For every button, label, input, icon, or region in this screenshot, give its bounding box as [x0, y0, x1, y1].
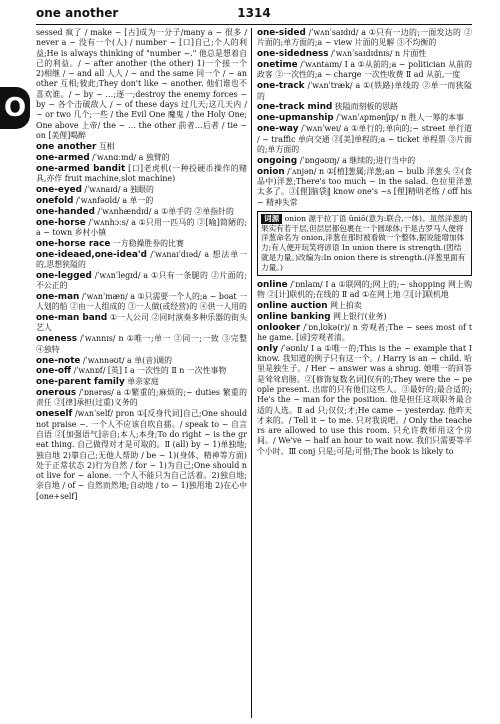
entry-headword: one another — [36, 141, 97, 152]
entry-headword: one-parent family — [36, 377, 125, 388]
dictionary-entry — [257, 323, 472, 344]
dictionary-entry — [257, 156, 472, 166]
entry-definition: /wʌnˈself/ pron ①[反身代词]自己;One should not praise ~. 一个人不应该自吹自擂。/ speak to ~ 自言自语 ②[加强语气]亲自;本人;本身;To do right ~ is the great thing. 自己做得对才是可取的。Ⅱ (all) by ~ 1)单独地;独自地 2)靠自己;无他人帮助 / be ~ 1)(身体、精神等方面)处于正常状态 2)行为自然 / for ~ 1)为自己;One should not live for ~ alone. 一个人不能只为自己活着。2)独自地;亲自地 / of ~ 自然而然地;自动地 / to ~ 1)独用地 2)在心中[one+self] — [36, 409, 247, 501]
entry-definition: /ˈɒnlaɪn/ I a ①联网的;网上的;~ shopping 网上购物 ②[计]联机的;在线的 Ⅱ ad ①在网上地 ②[计]联机地 — [257, 279, 472, 299]
entry-headword: onetime — [257, 60, 298, 71]
column-divider — [251, 28, 252, 718]
entry-definition: 网上银行(业务) — [333, 311, 387, 321]
entry-definition: /ˈwʌnnɪs/ n ①唯一;单一 ②同一;一致 ③完整 ④独特 — [36, 334, 247, 354]
entry-headword: one-armed bandit — [36, 163, 126, 174]
entry-definition: 一方稳操胜券的比赛 — [112, 238, 184, 248]
entry-headword: one-ideaed,one-idea'd — [36, 249, 147, 260]
entry-definition: /ˈwʌnˈsaɪdɪd/ a ①只有一边的;一面发达的 ②片面的;单方面的;a ~ view 片面的见解 ③不均衡的 — [257, 28, 472, 48]
entry-headword: oneness — [36, 334, 77, 345]
dictionary-entry — [36, 377, 247, 387]
entry-headword: only — [257, 343, 279, 354]
entry-definition: sessed 疯了 / make ~ [古]成为一分子/many a ~ 很多 / never a ~ 没有一个(人) / number ~ [口]自己;个人的利益;He is always thinking of "number ~." 他总是想着自己的利益。/ ~ after another (the other) 1)一个接一个 2)相继 / ~ and all 人人 / ~ and the same 同一个 / ~ another 互相;彼此;They don't like ~ another. 他们谁也不喜欢谁。/ ~ by ~ …;逐一;destroy the enemy forces ~ by ~ 各个击破敌人 / ~ of these days 过几天;这几天内 / ~ or two 几个;一些 / the Evil One 魔鬼 / the Holy One;One above 上帝/ the ~ … the other 前者…后者 / tie ~ on [美俚]喝醉 — [36, 28, 247, 140]
entry-definition: /ˈwʌnɒf/ [英] I a 一次性的 Ⅱ n 一次性事物 — [73, 366, 227, 376]
entry-headword: one-way — [257, 124, 299, 135]
entry-headword: one-man — [36, 291, 80, 302]
entry-definition: ①一人公司 ②同时演奏多种乐器的街头艺人 — [36, 313, 247, 333]
entry-headword: one-sidedness — [257, 49, 329, 60]
dictionary-entry — [36, 356, 247, 366]
dictionary-entry — [36, 388, 247, 409]
entry-headword: onerous — [36, 388, 77, 399]
entry-definition: /ˈwʌnaɪˈdɪəd/ a 想法单一的,思想狭隘的 — [36, 249, 247, 269]
dictionary-entry — [257, 102, 472, 112]
entry-headword: one-upmanship — [257, 113, 334, 124]
etymology-text: onion 源于拉丁语 ūniō(意为:联合,一体)。虽然洋葱的果实有若干层,但层层都包裹在一个圆球体;于是古罗马人便将洋葱命名为 onion,洋葱在那时被看做一个整体,据说能增加体力;有人便开玩笑将谚语 In union there is strength.(团结就是力量。)改编为:In onion there is strength.(洋葱里面有力量。) — [261, 213, 468, 272]
dictionary-entry — [257, 113, 472, 123]
entry-definition: /ˈwʌnaɪd/ a 独眼的 — [84, 184, 154, 194]
etymology-tag: 词源 — [261, 214, 282, 224]
entry-headword: onlooker — [257, 322, 301, 333]
entry-headword: one-sided — [257, 28, 306, 38]
entry-headword: one-man band — [36, 313, 108, 324]
entry-definition: /ˈʌnjən/ n ①[植]葱属;洋葱;an ~ bulb 洋葱头 ②(食品中)洋葱;There's too much ~ in the salad. 色拉里洋葱太多了。③[俚]脑袋‖ know one's ~s [俚]精明老练 / off his ~ 精神失常 — [257, 166, 473, 207]
dictionary-entry — [36, 164, 247, 185]
dictionary-entry — [257, 81, 472, 102]
entry-definition: /ˈwʌnɑːmd/ a 独臂的 — [92, 152, 170, 162]
etymology-note-box — [257, 211, 472, 276]
dictionary-entry — [36, 292, 247, 313]
entry-definition: /ˈɒnɡəʊɪŋ/ a 继续的;进行当中的 — [299, 155, 416, 165]
entry-definition: /ˈɒnərəs/ a ①繁重的;麻烦的;~ duties 繁重的责任 ②[律]承担(过重)义务的 — [36, 388, 247, 408]
dictionary-entry — [257, 28, 472, 49]
entry-definition: /ˈwʌnfəʊld/ a 单一的 — [75, 195, 154, 205]
header-guide-word: one another — [36, 6, 119, 20]
entry-headword: one-horse race — [36, 238, 111, 249]
entry-headword: one-note — [36, 355, 81, 366]
entry-definition: /ˈwʌnhɔːs/ a ①只用一匹马的 ②[喻]简陋的;a ~ town 乡村小镇 — [36, 217, 248, 237]
dictionary-entry — [257, 49, 472, 59]
dictionary-entry — [36, 366, 247, 376]
entry-definition: 狭隘而刻板的思路 — [334, 102, 398, 112]
entry-definition: /ˈwʌnˈtræk/ a ①(铁路)单线的 ②单一而狭隘的 — [257, 81, 472, 101]
entry-definition: /ˈwʌnˈweɪ/ a ①单行的;单向的;~ street 单行道 / ~ traffic 单向交通 ②[美]单程的;a ~ ticket 单程票 ③片面的;单方面的 — [257, 124, 472, 154]
right-column — [257, 28, 472, 458]
entry-headword: one-off — [36, 366, 72, 377]
page-number: 1314 — [237, 6, 271, 20]
dictionary-entry — [36, 28, 247, 141]
dictionary-entry — [257, 301, 472, 311]
entry-headword: onefold — [36, 195, 74, 206]
entry-definition: /ˈwʌnˈsaɪdɪdnɪs/ n 片面性 — [330, 49, 427, 59]
entry-definition: /ˈwʌnnəʊt/ a 单(音)调的 — [82, 355, 172, 365]
dictionary-entry — [36, 207, 247, 217]
entry-definition: /ˈwʌntaɪm/ I a ①从前的;a ~ politician 从前的政客 ②一次性的;a ~ charge 一次性收费 Ⅱ ad 从前,一度 — [257, 60, 472, 80]
dictionary-entry — [257, 124, 472, 155]
entry-headword: one-track mind — [257, 102, 333, 113]
dictionary-entry — [36, 271, 247, 292]
dictionary-entry — [36, 250, 247, 271]
dictionary-entry — [36, 313, 247, 334]
entry-headword: online — [257, 279, 288, 290]
dictionary-entry — [36, 196, 247, 206]
entry-definition: /ˈɒnˌlʊkə(r)/ n 旁观者;The ~ sees most of the game. [谚]旁观者清。 — [257, 322, 472, 342]
entry-headword: onion — [257, 166, 285, 177]
entry-definition: /ˈəʊnlɪ/ I a ①唯一的;This is the ~ example that I know. 我知道的例子只有这一个。/ Harry is an ~ child. 哈里是独生子。/ Her ~ answer was a shrug. 她唯一的回答是耸耸肩膀。②[修饰复数名词]仅有的;They were the ~ people present. 出席的只有他们这些人。③最好的;最合适的;He's the ~ man for the position. 他是担任这项职务最合适的人选。Ⅱ ad 只;仅仅;才;He came ~ yesterday. 他昨天才来的。/ Tell it ~ to me. 只对我说吧。/ Only the teachers are allowed to use this room. 只允许教师用这个房间。/ We've ~ half an hour to wait now. 我们只需要等半个小时。Ⅲ conj 只是;可是;可惜;The book is likely to — [257, 343, 472, 456]
dictionary-entry — [257, 167, 472, 208]
entry-headword: one-track — [257, 81, 305, 92]
dictionary-entry — [36, 185, 247, 195]
entry-definition: [口]老虎机(一种投硬币操作的赌具,亦作 fruit machine,slot machine) — [36, 163, 247, 183]
dictionary-entry — [257, 344, 472, 457]
entry-definition: /ˈwʌnˈʌpmənʃɪp/ n 胜人一筹的本事 — [336, 113, 464, 123]
entry-headword: online auction — [257, 300, 328, 311]
dictionary-entry — [36, 153, 247, 163]
dictionary-entry — [257, 60, 472, 81]
entry-headword: ongoing — [257, 155, 298, 166]
entry-headword: one-eyed — [36, 184, 82, 195]
thumb-index-tab: O — [0, 87, 30, 129]
dictionary-entry — [36, 142, 247, 152]
dictionary-entry — [36, 239, 247, 249]
entry-headword: one-horse — [36, 217, 86, 228]
entry-headword: oneself — [36, 409, 73, 420]
dictionary-entry — [36, 409, 247, 502]
entry-definition: 单亲家庭 — [127, 377, 159, 387]
dictionary-entry — [257, 312, 472, 322]
running-header — [36, 6, 472, 25]
entry-definition: 互相 — [98, 141, 115, 151]
entry-definition: /ˈwʌnˈlegɪd/ a ①只有一条腿的 ②片面的;不公正的 — [36, 270, 247, 291]
entry-definition: 网上拍卖 — [330, 300, 362, 310]
entry-definition: /ˈwʌnhændɪd/ a ①单手的 ②单指针的 — [97, 206, 234, 216]
entry-headword: one-handed — [36, 206, 95, 217]
left-column — [36, 28, 247, 503]
entry-headword: one-legged — [36, 270, 92, 281]
dictionary-entry — [36, 334, 247, 355]
entry-definition: /ˈwʌnˈmæn/ a ①只需要一个人的;a ~ boat 一人划的船 ②由一人组成的 ③一人做(或经营)的 ④供一人用的 — [36, 291, 247, 312]
dictionary-entry — [36, 218, 247, 239]
entry-headword: one-armed — [36, 152, 90, 163]
entry-headword: online banking — [257, 311, 331, 322]
dictionary-entry — [257, 280, 472, 301]
